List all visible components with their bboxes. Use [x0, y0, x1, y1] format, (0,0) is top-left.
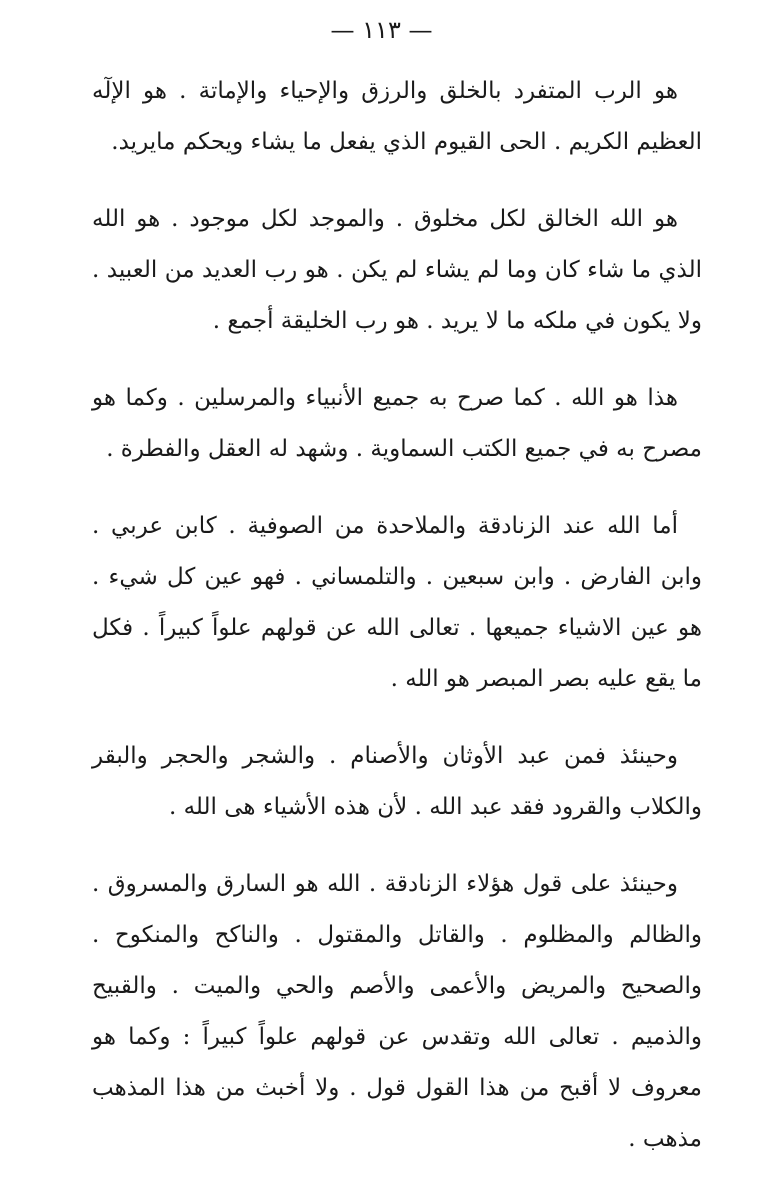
body-text [92, 66, 702, 1191]
paragraph-5: وحينئذ فمن عبد الأوثان والأصنام . والشجر والحجر والبقر والكلاب والقرود فقد عبد الله . لأن هذه الأشياء هى الله . [92, 743, 702, 820]
paragraph-2: هو الله الخالق لكل مخلوق . والموجد لكل موجود . هو الله الذي ما شاء كان وما لم يشاء لم يكن . هو رب العديد من العبيد . ولا يكون في ملكه ما لا يريد . هو رب الخليقة أجمع . [92, 206, 702, 334]
paragraph-4: أما الله عند الزنادقة والملاحدة من الصوفية . كابن عربي . وابن الفارض . وابن سبعين . والتلمساني . فهو عين كل شيء . هو عين الاشياء جميعها . تعالى الله عن قولهم علواً كبيراً . فكل ما يقع عليه بصر المبصر هو الله . [92, 513, 702, 692]
paragraph-6: وحينئذ على قول هؤلاء الزنادقة . الله هو السارق والمسروق . والظالم والمظلوم . والقاتل والمقتول . والناكح والمنكوح . والصحيح والمريض والأعمى والأصم والحي والميت . والقبيح والذميم . تعالى الله وتقدس عن قولهم علواً كبيراً : وكما هو معروف لا أقبح من هذا القول قول . ولا أخبث من هذا المذهب مذهب . [92, 871, 702, 1152]
page-number: — ١١٣ — [330, 16, 433, 44]
paragraph-1: هو الرب المتفرد بالخلق والرزق والإحياء والإماتة . هو الإلٓه العظيم الكريم . الحى القيوم الذي يفعل ما يشاء ويحكم مايريد. [92, 78, 702, 155]
paragraph-3: هذا هو الله . كما صرح به جميع الأنبياء والمرسلين . وكما هو مصرح به في جميع الكتب السماوية . وشهد له العقل والفطرة . [92, 385, 702, 462]
